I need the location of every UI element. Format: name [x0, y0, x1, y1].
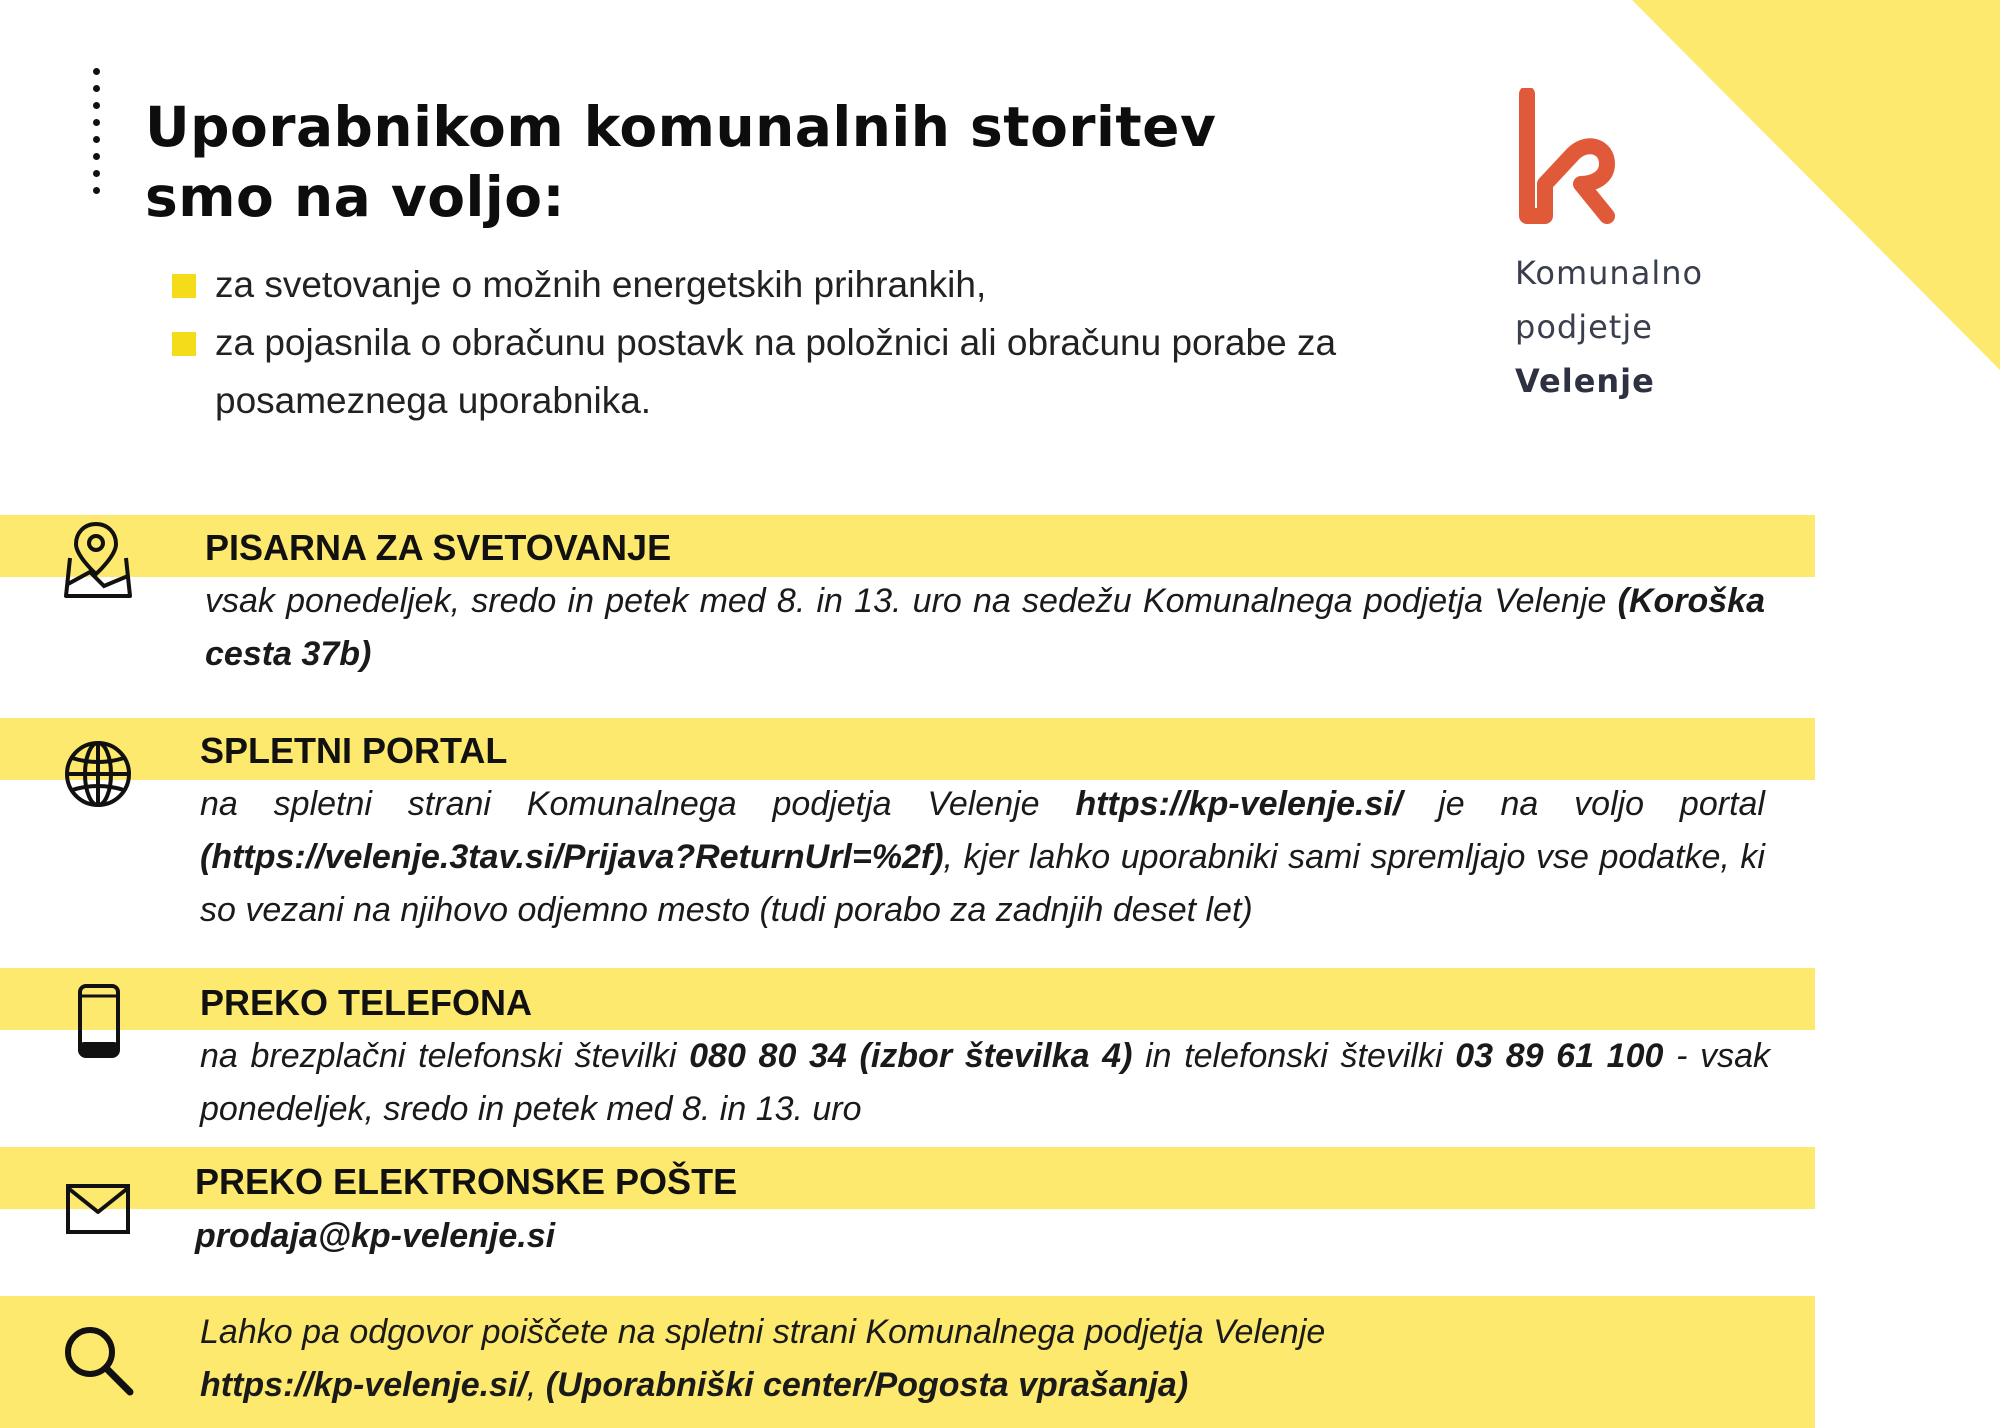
mail-icon: [60, 1172, 140, 1252]
list-item: za svetovanje o možnih energetskih prihrankih,: [170, 256, 1470, 314]
free-phone-number: 080 80 34 (izbor številka 4): [689, 1037, 1133, 1075]
bullet-square-icon: [172, 274, 196, 298]
bullet-square-icon: [172, 332, 196, 356]
section-text-faq: Lahko pa odgovor poiščete na spletni strani Komunalnega podjetja Velenje https://kp-velenje.si/, (Uporabniški center/Pogosta vprašanja): [200, 1313, 1326, 1404]
website-link[interactable]: https://kp-velenje.si/: [200, 1366, 527, 1404]
section-title-office: PISARNA ZA SVETOVANJE: [205, 527, 672, 568]
section-text-email: [195, 1210, 1765, 1263]
title-line-1: Uporabnikom komunalnih storitev: [145, 95, 1217, 159]
dotted-divider: [93, 68, 101, 204]
portal-link[interactable]: (https://velenje.3tav.si/Prijava?ReturnUrl=%2f): [200, 838, 944, 876]
section-text-portal: na spletni strani Komunalnega podjetja Velenje https://kp-velenje.si/ je na voljo portal (https://velenje.3tav.si/Prijava?ReturnUrl=%2f), kjer lahko uporabniki sami spremljajo vse podatke, ki so vezani na njihovo odjemno mesto (tudi porabo za zadnjih deset let): [200, 785, 1765, 929]
kp-logo-mark-icon: [1515, 88, 1625, 228]
list-item: za pojasnila o obračunu postavk na položnici ali obračunu porabe za posameznega uporabnika.: [170, 314, 1470, 430]
website-link[interactable]: https://kp-velenje.si/: [1075, 785, 1403, 823]
page-title: [145, 92, 1216, 232]
office-address: (Koroška cesta 37b): [205, 582, 1765, 673]
section-title-phone: PREKO TELEFONA: [200, 982, 533, 1023]
title-line-2: smo na voljo:: [145, 165, 566, 229]
logo-wordmark: Komunalno podjetje Velenje: [1515, 254, 1704, 400]
email-link[interactable]: prodaja@kp-velenje.si: [195, 1217, 556, 1255]
services-list: [170, 256, 1470, 430]
section-text-office: vsak ponedeljek, sredo in petek med 8. in 13. uro na sedežu Komunalnega podjetja Velenje (Koroška cesta 37b): [205, 582, 1765, 673]
globe-icon: [60, 736, 140, 816]
search-icon: [60, 1322, 140, 1402]
phone-number: 03 89 61 100: [1455, 1037, 1664, 1075]
company-logo: [1515, 88, 1775, 408]
section-text-phone: na brezplačni telefonski številki 080 80 34 (izbor številka 4) in telefonski številki 03 89 61 100 - vsak ponedeljek, sredo in petek med 8. in 13. uro: [200, 1037, 1770, 1128]
section-title-portal: SPLETNI PORTAL: [200, 730, 508, 771]
phone-icon: [60, 982, 140, 1062]
faq-link[interactable]: (Uporabniški center/Pogosta vprašanja): [545, 1366, 1189, 1404]
section-title-email: PREKO ELEKTRONSKE POŠTE: [195, 1161, 738, 1202]
map-pin-icon: [60, 520, 140, 600]
